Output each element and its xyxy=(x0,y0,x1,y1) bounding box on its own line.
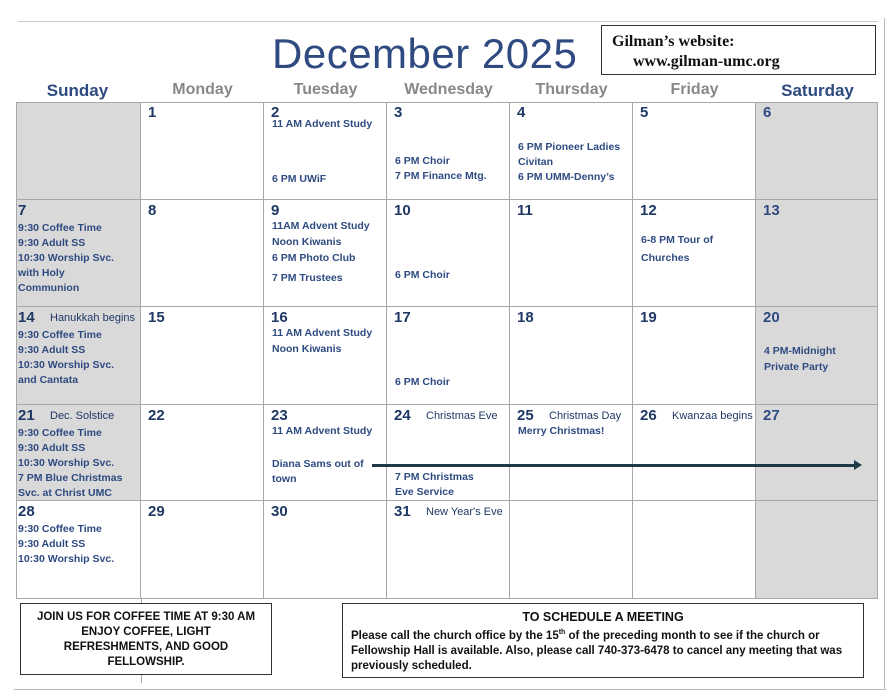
day-cell-16[interactable] xyxy=(264,307,387,405)
event-item: 9:30 Adult SS xyxy=(18,538,86,550)
day-cell-8[interactable] xyxy=(141,200,264,307)
day-cell-27[interactable] xyxy=(756,405,878,501)
event-item: Merry Christmas! xyxy=(518,425,605,437)
day-number: 17 xyxy=(394,309,411,326)
website-label: Gilman’s website: xyxy=(612,33,735,50)
holiday-label: Christmas Eve xyxy=(426,410,498,422)
event-item: 6 PM Photo Club xyxy=(272,252,356,264)
day-cell-17[interactable] xyxy=(387,307,510,405)
event-item: 6 PM Pioneer Ladies xyxy=(518,141,621,153)
day-cell-1[interactable] xyxy=(141,102,264,200)
day-number: 20 xyxy=(763,309,780,326)
event-item: 10:30 Worship Svc. xyxy=(18,457,115,469)
day-cell-23[interactable] xyxy=(264,405,387,501)
event-item: 11 AM Advent Study xyxy=(272,327,373,339)
event-item: 10:30 Worship Svc. xyxy=(18,553,115,565)
dow-monday: Monday xyxy=(172,81,233,98)
event-item: 6 PM Choir xyxy=(395,376,450,388)
event-item: Communion xyxy=(18,282,80,294)
day-cell-18[interactable] xyxy=(510,307,633,405)
day-cell-9[interactable] xyxy=(264,200,387,307)
day-number: 22 xyxy=(148,407,165,424)
day-number: 6 xyxy=(763,104,772,121)
day-number: 31 xyxy=(394,503,411,520)
day-cell-7[interactable] xyxy=(16,200,141,307)
day-number: 29 xyxy=(148,503,165,520)
coffee-line-4: FELLOWSHIP. xyxy=(107,656,185,668)
day-number: 16 xyxy=(271,309,288,326)
event-item: 9:30 Adult SS xyxy=(18,442,86,454)
event-item: 6 PM UWiF xyxy=(272,173,327,185)
event-item: 7 PM Christmas xyxy=(395,471,474,483)
empty-cell[interactable] xyxy=(510,501,633,599)
event-item: 9:30 Coffee Time xyxy=(18,222,102,234)
empty-cell[interactable] xyxy=(756,501,878,599)
dow-saturday: Saturday xyxy=(781,81,854,100)
dow-sunday: Sunday xyxy=(46,81,109,100)
event-item: 6 PM Choir xyxy=(395,155,450,167)
website-box xyxy=(601,25,876,75)
day-number: 21 xyxy=(18,407,35,424)
day-number: 25 xyxy=(517,407,534,424)
day-cell-15[interactable] xyxy=(141,307,264,405)
dow-friday: Friday xyxy=(670,81,719,98)
day-cell-10[interactable] xyxy=(387,200,510,307)
day-number: 12 xyxy=(640,202,657,219)
schedule-meeting-note xyxy=(342,603,864,678)
day-cell-24[interactable] xyxy=(387,405,510,501)
day-number: 1 xyxy=(148,104,157,121)
event-item: 4 PM-Midnight xyxy=(764,345,836,357)
event-item: with Holy xyxy=(18,267,65,279)
day-cell-28[interactable] xyxy=(16,501,141,599)
event-item: 9:30 Adult SS xyxy=(18,237,86,249)
event-item: and Cantata xyxy=(18,374,79,386)
event-item: 9:30 Coffee Time xyxy=(18,329,102,341)
meeting-heading: TO SCHEDULE A MEETING xyxy=(522,610,684,624)
day-cell-20[interactable] xyxy=(756,307,878,405)
day-cell-30[interactable] xyxy=(264,501,387,599)
event-item: 9:30 Coffee Time xyxy=(18,523,102,535)
day-number: 9 xyxy=(271,202,280,219)
holiday-label: Christmas Day xyxy=(549,410,622,422)
day-cell-21[interactable] xyxy=(16,405,141,501)
arrowhead-icon xyxy=(854,460,862,470)
event-item: town xyxy=(272,473,297,485)
day-number: 2 xyxy=(271,104,280,121)
day-number: 24 xyxy=(394,407,411,424)
event-item: 7 PM Trustees xyxy=(272,272,343,284)
day-number: 5 xyxy=(640,104,649,121)
day-cell-13[interactable] xyxy=(756,200,878,307)
day-number: 4 xyxy=(517,104,526,121)
day-cell-19[interactable] xyxy=(633,307,756,405)
day-cell-22[interactable] xyxy=(141,405,264,501)
day-number: 27 xyxy=(763,407,780,424)
day-cell-3[interactable] xyxy=(387,102,510,200)
day-number: 10 xyxy=(394,202,411,219)
website-url[interactable]: www.gilman-umc.org xyxy=(633,53,780,70)
event-item: 9:30 Coffee Time xyxy=(18,427,102,439)
event-item: 7 PM Blue Christmas xyxy=(18,472,123,484)
day-number: 13 xyxy=(763,202,780,219)
day-number: 15 xyxy=(148,309,165,326)
day-number: 18 xyxy=(517,309,534,326)
top-rule xyxy=(18,21,878,22)
holiday-label: Hanukkah begins xyxy=(50,312,136,324)
dow-tuesday: Tuesday xyxy=(293,81,358,98)
dow-wednesday: Wednesday xyxy=(404,81,493,98)
event-item: 11 AM Advent Study xyxy=(272,425,373,437)
event-item: Private Party xyxy=(764,361,829,373)
event-item: Diana Sams out of xyxy=(272,458,364,470)
day-number: 14 xyxy=(18,309,35,326)
event-item: 7 PM Finance Mtg. xyxy=(395,170,487,182)
day-number: 7 xyxy=(18,202,27,219)
day-cell-14[interactable] xyxy=(16,307,141,405)
day-number: 11 xyxy=(517,202,533,219)
coffee-line-1: JOIN US FOR COFFEE TIME AT 9:30 AM xyxy=(36,611,256,623)
day-cell-2[interactable] xyxy=(264,102,387,200)
out-of-town-arrow-line xyxy=(372,464,856,467)
event-item: 9:30 Adult SS xyxy=(18,344,86,356)
day-cell-26[interactable] xyxy=(633,405,756,501)
event-item: 6-8 PM Tour of xyxy=(641,234,714,246)
event-item: 11AM Advent Study xyxy=(272,220,370,232)
day-number: 23 xyxy=(271,407,288,424)
coffee-time-note xyxy=(20,603,272,675)
empty-cell[interactable] xyxy=(16,102,141,200)
day-cell-5[interactable] xyxy=(633,102,756,200)
event-item: 6 PM Choir xyxy=(395,269,450,281)
calendar-title: December 2025 xyxy=(272,30,578,77)
day-cell-6[interactable] xyxy=(756,102,878,200)
meeting-body: Please call the church office by the 15th of the preceding month to see if the church or Fellowship Hall is available. Also, please call 740-373-6478 to cancel any meeting that was previously scheduled. xyxy=(351,629,843,672)
event-item: Churches xyxy=(641,252,690,264)
event-item: Noon Kiwanis xyxy=(272,343,342,355)
day-number: 3 xyxy=(394,104,403,121)
holiday-label: Kwanzaa begins xyxy=(672,410,753,422)
day-cell-4[interactable] xyxy=(510,102,633,200)
coffee-line-3: REFRESHMENTS, AND GOOD xyxy=(63,641,229,653)
day-number: 30 xyxy=(271,503,288,520)
event-item: Noon Kiwanis xyxy=(272,236,342,248)
event-item: 6 PM UMM-Denny’s xyxy=(518,171,615,183)
coffee-line-2: ENJOY COFFEE, LIGHT xyxy=(81,626,211,638)
day-number: 28 xyxy=(18,503,35,520)
calendar-grid xyxy=(16,102,878,690)
day-number: 8 xyxy=(148,202,157,219)
event-item: Svc. at Christ UMC xyxy=(18,487,112,499)
event-item: 10:30 Worship Svc. xyxy=(18,252,115,264)
day-cell-29[interactable] xyxy=(141,501,264,599)
right-rule xyxy=(884,18,885,690)
holiday-label: New Year's Eve xyxy=(426,506,503,518)
event-item: Eve Service xyxy=(395,486,454,498)
holiday-label: Dec. Solstice xyxy=(50,410,115,422)
day-cell-31[interactable] xyxy=(387,501,510,599)
event-item: Civitan xyxy=(518,156,554,168)
day-cell-25[interactable] xyxy=(510,405,633,501)
event-item: 10:30 Worship Svc. xyxy=(18,359,115,371)
event-item: 11 AM Advent Study xyxy=(272,118,373,130)
dow-thursday: Thursday xyxy=(535,81,608,98)
empty-cell[interactable] xyxy=(633,501,756,599)
day-number: 26 xyxy=(640,407,657,424)
day-cell-11[interactable] xyxy=(510,200,633,307)
day-cell-12[interactable] xyxy=(633,200,756,307)
day-number: 19 xyxy=(640,309,657,326)
